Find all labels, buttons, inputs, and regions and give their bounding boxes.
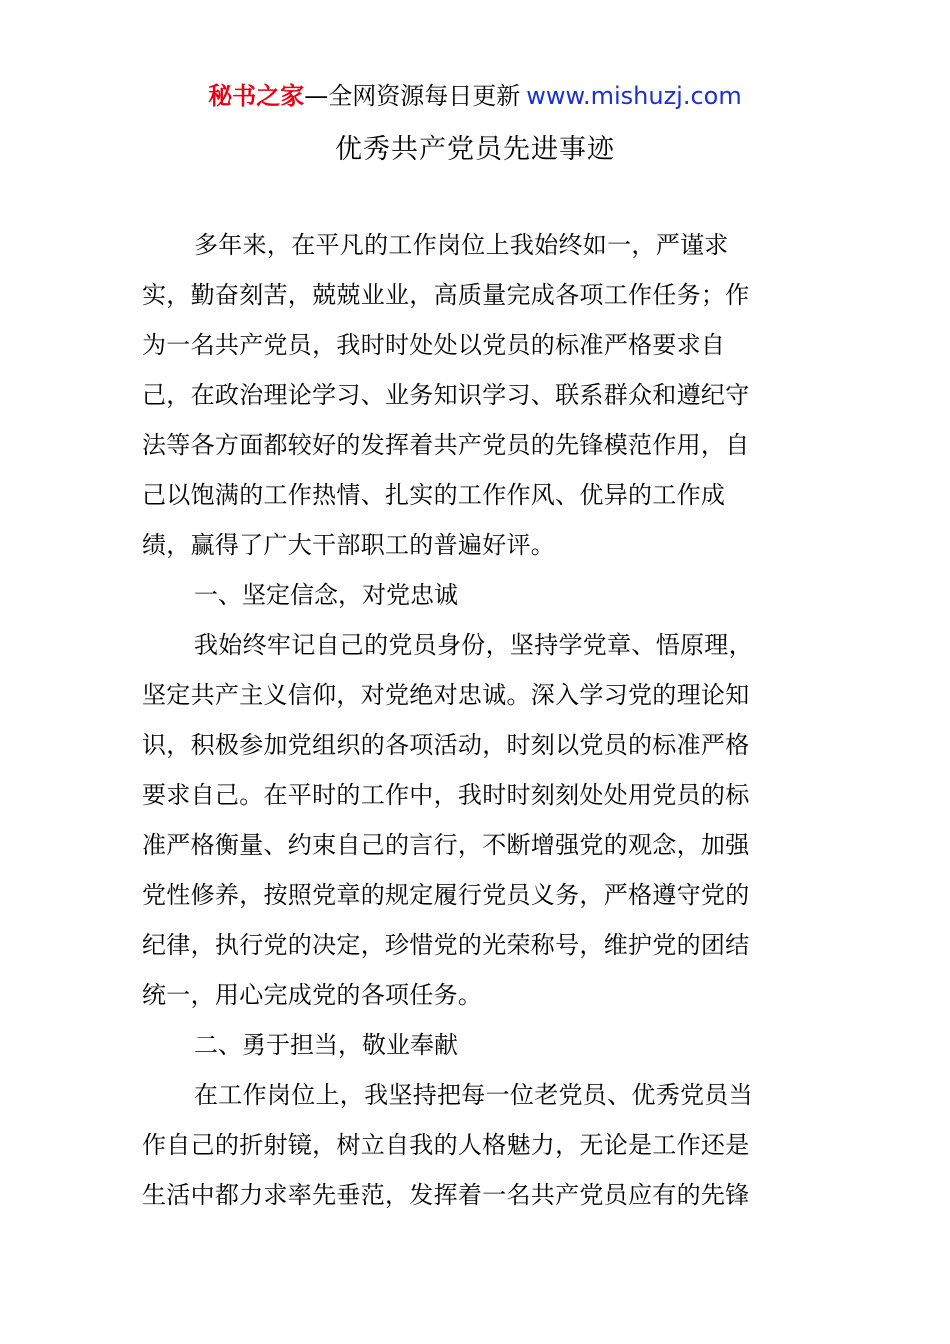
paragraph-line: 识，积极参加党组织的各项活动，时刻以党员的标准严格	[142, 731, 750, 759]
section-heading-2: 二、勇于担当，敬业奉献	[194, 1031, 458, 1059]
paragraph-line: 纪律，执行党的决定，珍惜党的光荣称号，维护党的团结	[142, 931, 750, 959]
section-heading-1: 一、坚定信念，对党忠诚	[194, 581, 458, 609]
paragraph-line: 党性修养，按照党章的规定履行党员义务，严格遵守党的	[142, 881, 750, 909]
site-url-link[interactable]: www.mishuzj.com	[526, 82, 742, 110]
section-2-paragraph	[142, 1070, 806, 1220]
intro-paragraph	[142, 220, 806, 570]
paragraph-line: 生活中都力求率先垂范，发挥着一名共产党员应有的先锋	[142, 1181, 750, 1209]
section-1-paragraph	[142, 620, 806, 1020]
paragraph-line: 在工作岗位上，我坚持把每一位老党员、优秀党员当	[194, 1081, 753, 1109]
site-header	[0, 80, 950, 112]
paragraph-line: 统一，用心完成党的各项任务。	[142, 981, 483, 1009]
paragraph-line: 作自己的折射镜，树立自我的人格魅力，无论是工作还是	[142, 1131, 750, 1159]
document-body	[142, 220, 806, 1220]
document-title: 优秀共产党员先进事迹	[335, 134, 615, 165]
brand-name: 秘书之家	[208, 82, 305, 110]
paragraph-line: 己以饱满的工作热情、扎实的工作作风、优异的工作成	[142, 481, 726, 509]
paragraph-line: 绩，赢得了广大干部职工的普遍好评。	[142, 531, 556, 559]
paragraph-line: 准严格衡量、约束自己的言行，不断增强党的观念，加强	[142, 831, 750, 859]
site-tagline: —全网资源每日更新	[304, 82, 521, 110]
paragraph-line: 多年来，在平凡的工作岗位上我始终如一，严谨求	[194, 231, 729, 259]
paragraph-line: 坚定共产主义信仰，对党绝对忠诚。深入学习党的理论知	[142, 681, 750, 709]
paragraph-line: 我始终牢记自己的党员身份，坚持学党章、悟原理，	[194, 631, 753, 659]
paragraph-line: 实，勤奋刻苦，兢兢业业，高质量完成各项工作任务；作	[142, 281, 750, 309]
paragraph-line: 己，在政治理论学习、业务知识学习、联系群众和遵纪守	[142, 381, 750, 409]
paragraph-line: 要求自己。在平时的工作中，我时时刻刻处处用党员的标	[142, 781, 750, 809]
paragraph-line: 为一名共产党员，我时时处处以党员的标准严格要求自	[142, 331, 726, 359]
paragraph-line: 法等各方面都较好的发挥着共产党员的先锋模范作用，自	[142, 431, 750, 459]
